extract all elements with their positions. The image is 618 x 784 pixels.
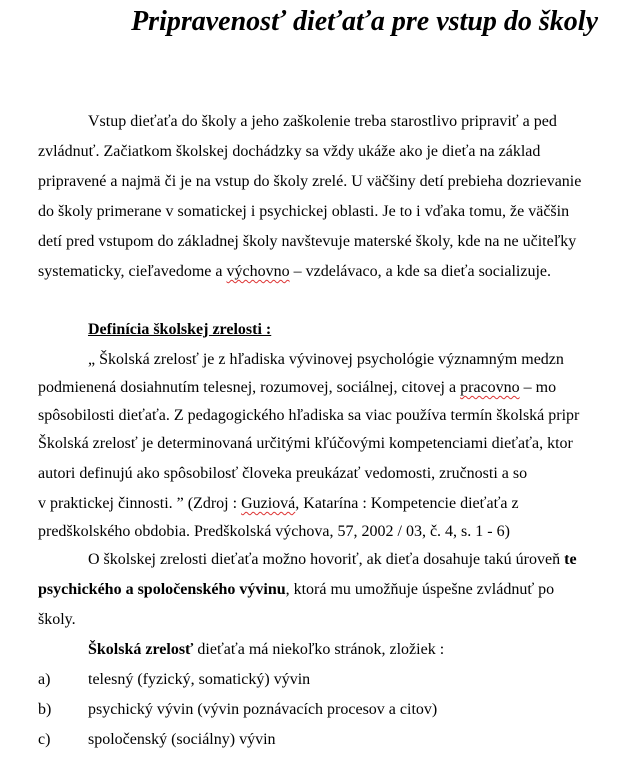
paragraph-line: autori definujú ako spôsobilosť človeka preukázať vedomosti, zručnosti a so bbox=[38, 465, 528, 482]
paragraph-line: predškolského obdobia. Predškolská výchova, 57, 2002 / 03, č. 4, s. 1 - 6) bbox=[38, 523, 510, 540]
list-item: psychický vývin (vývin poznávacích procesov a citov) bbox=[88, 701, 438, 718]
paragraph-line: podmienená dosiahnutím telesnej, rozumovej, sociálnej, citovej a pracovno – mo bbox=[38, 379, 557, 396]
paragraph-line: psychického a spoločenského vývinu, ktorá mu umožňuje úspešne zvládnuť po bbox=[38, 581, 555, 598]
paragraph-line: pripravené a najmä či je na vstup do školy zrelé. U väčšiny detí prebieha dozrievanie bbox=[38, 173, 582, 190]
paragraph-line: O školskej zrelosti dieťaťa možno hovoriť, ak dieťa dosahuje takú úroveň te bbox=[88, 551, 577, 568]
paragraph-line: školy. bbox=[38, 611, 76, 628]
section-heading: Definícia školskej zrelosti : bbox=[88, 321, 272, 338]
list-item: telesný (fyzický, somatický) vývin bbox=[88, 671, 311, 688]
list-marker: a) bbox=[38, 671, 51, 688]
paragraph-line: spôsobilosti dieťaťa. Z pedagogického hľadiska sa viac používa termín školská pripr bbox=[38, 407, 580, 424]
page-title: Pripravenosť dieťaťa pre vstup do školy bbox=[131, 6, 598, 37]
paragraph-line: systematicky, cieľavedome a výchovno – vzdelávaco, a kde sa dieťa socializuje. bbox=[38, 263, 551, 280]
paragraph-line: zvládnuť. Začiatkom školskej dochádzky sa vždy ukáže ako je dieťa na základ bbox=[38, 143, 541, 160]
paragraph-line: detí pred vstupom do základnej školy navštevuje materské školy, kde na ne učiteľky bbox=[38, 233, 577, 250]
list-marker: b) bbox=[38, 701, 52, 718]
paragraph-line: „ Školská zrelosť je z hľadiska vývinovej psychológie významným medzn bbox=[88, 351, 564, 368]
paragraph-line: Vstup dieťaťa do školy a jeho zaškolenie treba starostlivo pripraviť a ped bbox=[88, 113, 557, 130]
paragraph-line: Školská zrelosť je determinovaná určitými kľúčovými kompetenciami dieťaťa, ktor bbox=[38, 435, 573, 452]
paragraph-line: Školská zrelosť dieťaťa má niekoľko stránok, zložiek : bbox=[88, 641, 445, 658]
paragraph-line: do školy primerane v somatickej i psychickej oblasti. Je to i vďaka tomu, že väčšin bbox=[38, 203, 570, 220]
spellcheck-word: pracovno bbox=[460, 379, 520, 396]
paragraph-line: v praktickej činnosti. ” (Zdroj : Guziová, Katarína : Kompetencie dieťaťa z bbox=[38, 495, 519, 512]
spellcheck-word: Guziová bbox=[241, 495, 296, 512]
spellcheck-word: výchovno bbox=[226, 263, 290, 280]
list-item: spoločenský (sociálny) vývin bbox=[88, 731, 276, 748]
list-marker: c) bbox=[38, 731, 51, 748]
